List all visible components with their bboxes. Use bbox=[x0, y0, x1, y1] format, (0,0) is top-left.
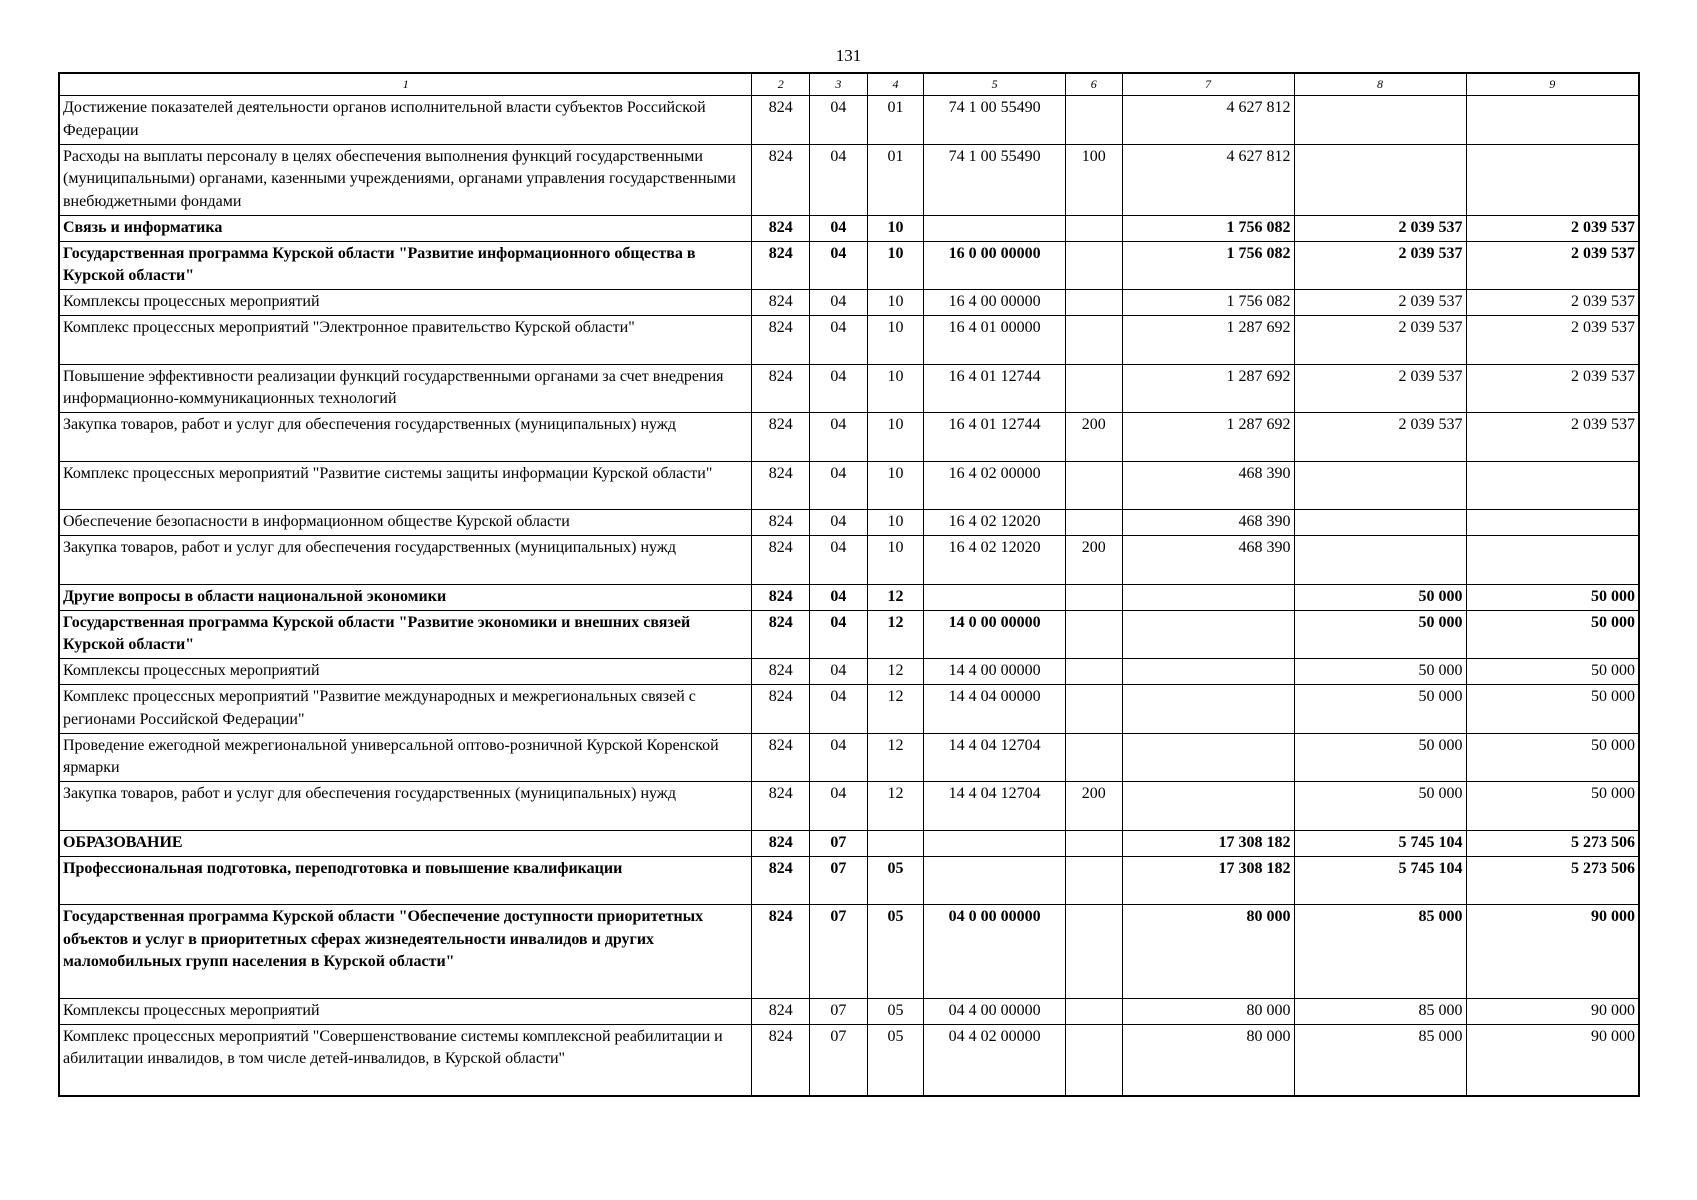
target-article-cell bbox=[924, 856, 1066, 905]
target-article-cell: 04 0 00 00000 bbox=[924, 905, 1066, 999]
subsection-code-cell: 10 bbox=[867, 215, 924, 241]
row-name-cell: Связь и информатика bbox=[59, 215, 752, 241]
table-row bbox=[59, 659, 1639, 685]
section-code-cell: 04 bbox=[810, 241, 868, 290]
amount-year-3-cell: 90 000 bbox=[1466, 905, 1639, 999]
section-code-cell: 04 bbox=[810, 510, 868, 536]
amount-year-2-cell bbox=[1294, 144, 1466, 215]
subsection-code-cell bbox=[867, 830, 924, 856]
amount-year-2-cell: 50 000 bbox=[1294, 685, 1466, 734]
table-row bbox=[59, 830, 1639, 856]
expense-type-cell bbox=[1065, 96, 1122, 145]
ministry-code-cell: 824 bbox=[752, 659, 810, 685]
section-code-cell: 04 bbox=[810, 733, 868, 782]
row-name-cell: Комплекс процессных мероприятий "Развитие международных и межрегиональных связей с регионами Российской Федерации" bbox=[59, 685, 752, 734]
target-article-cell: 14 4 04 12704 bbox=[924, 782, 1066, 831]
amount-year-2-cell bbox=[1294, 510, 1466, 536]
ministry-code-cell: 824 bbox=[752, 290, 810, 316]
subsection-code-cell: 01 bbox=[867, 96, 924, 145]
amount-year-1-cell: 1 756 082 bbox=[1122, 215, 1294, 241]
amount-year-2-cell: 85 000 bbox=[1294, 998, 1466, 1024]
amount-year-3-cell bbox=[1466, 510, 1639, 536]
ministry-code-cell: 824 bbox=[752, 905, 810, 999]
subsection-code-cell: 12 bbox=[867, 782, 924, 831]
table-row bbox=[59, 610, 1639, 659]
ministry-code-cell: 824 bbox=[752, 144, 810, 215]
row-name-cell: ОБРАЗОВАНИЕ bbox=[59, 830, 752, 856]
amount-year-1-cell: 80 000 bbox=[1122, 998, 1294, 1024]
target-article-cell: 16 4 01 12744 bbox=[924, 364, 1066, 413]
target-article-cell bbox=[924, 830, 1066, 856]
target-article-cell: 14 4 04 00000 bbox=[924, 685, 1066, 734]
target-article-cell: 14 0 00 00000 bbox=[924, 610, 1066, 659]
row-name-cell: Государственная программа Курской области "Развитие экономики и внешних связей Курской области" bbox=[59, 610, 752, 659]
ministry-code-cell: 824 bbox=[752, 364, 810, 413]
subsection-code-cell: 10 bbox=[867, 290, 924, 316]
amount-year-2-cell bbox=[1294, 96, 1466, 145]
row-name-cell: Проведение ежегодной межрегиональной универсальной оптово-розничной Курской Коренской ярмарки bbox=[59, 733, 752, 782]
expense-type-cell bbox=[1065, 584, 1122, 610]
section-code-cell: 04 bbox=[810, 584, 868, 610]
amount-year-1-cell: 1 287 692 bbox=[1122, 413, 1294, 462]
subsection-code-cell: 10 bbox=[867, 241, 924, 290]
subsection-code-cell: 10 bbox=[867, 316, 924, 365]
column-number-header-row bbox=[59, 73, 1639, 96]
expense-type-cell bbox=[1065, 1024, 1122, 1096]
amount-year-3-cell: 90 000 bbox=[1466, 1024, 1639, 1096]
expense-type-cell: 200 bbox=[1065, 782, 1122, 831]
table-row bbox=[59, 364, 1639, 413]
table-row bbox=[59, 510, 1639, 536]
ministry-code-cell: 824 bbox=[752, 510, 810, 536]
column-header: 1 bbox=[59, 73, 752, 96]
amount-year-3-cell: 5 273 506 bbox=[1466, 830, 1639, 856]
section-code-cell: 04 bbox=[810, 659, 868, 685]
expense-type-cell bbox=[1065, 290, 1122, 316]
subsection-code-cell: 05 bbox=[867, 1024, 924, 1096]
amount-year-1-cell: 468 390 bbox=[1122, 461, 1294, 510]
amount-year-1-cell: 17 308 182 bbox=[1122, 830, 1294, 856]
section-code-cell: 07 bbox=[810, 856, 868, 905]
row-name-cell: Повышение эффективности реализации функций государственными органами за счет внедрения информационно-коммуникационных технологий bbox=[59, 364, 752, 413]
expense-type-cell bbox=[1065, 830, 1122, 856]
ministry-code-cell: 824 bbox=[752, 461, 810, 510]
column-header: 4 bbox=[867, 73, 924, 96]
column-header: 9 bbox=[1466, 73, 1639, 96]
row-name-cell: Комплекс процессных мероприятий "Электронное правительство Курской области" bbox=[59, 316, 752, 365]
subsection-code-cell: 10 bbox=[867, 364, 924, 413]
expense-type-cell bbox=[1065, 510, 1122, 536]
amount-year-3-cell bbox=[1466, 536, 1639, 585]
target-article-cell: 16 4 02 00000 bbox=[924, 461, 1066, 510]
target-article-cell: 04 4 00 00000 bbox=[924, 998, 1066, 1024]
table-row bbox=[59, 461, 1639, 510]
column-header: 3 bbox=[810, 73, 868, 96]
amount-year-1-cell bbox=[1122, 733, 1294, 782]
expense-type-cell bbox=[1065, 733, 1122, 782]
section-code-cell: 04 bbox=[810, 461, 868, 510]
expense-type-cell: 100 bbox=[1065, 144, 1122, 215]
expense-type-cell bbox=[1065, 856, 1122, 905]
subsection-code-cell: 12 bbox=[867, 685, 924, 734]
row-name-cell: Комплексы процессных мероприятий bbox=[59, 998, 752, 1024]
amount-year-1-cell bbox=[1122, 610, 1294, 659]
amount-year-2-cell: 2 039 537 bbox=[1294, 290, 1466, 316]
expense-type-cell bbox=[1065, 998, 1122, 1024]
subsection-code-cell: 05 bbox=[867, 905, 924, 999]
amount-year-1-cell: 468 390 bbox=[1122, 536, 1294, 585]
table-row bbox=[59, 998, 1639, 1024]
expense-type-cell bbox=[1065, 685, 1122, 734]
subsection-code-cell: 12 bbox=[867, 610, 924, 659]
subsection-code-cell: 10 bbox=[867, 461, 924, 510]
section-code-cell: 04 bbox=[810, 413, 868, 462]
ministry-code-cell: 824 bbox=[752, 998, 810, 1024]
row-name-cell: Комплексы процессных мероприятий bbox=[59, 659, 752, 685]
column-header: 6 bbox=[1065, 73, 1122, 96]
table-row bbox=[59, 782, 1639, 831]
table-row bbox=[59, 905, 1639, 999]
ministry-code-cell: 824 bbox=[752, 782, 810, 831]
ministry-code-cell: 824 bbox=[752, 733, 810, 782]
amount-year-2-cell: 50 000 bbox=[1294, 733, 1466, 782]
ministry-code-cell: 824 bbox=[752, 856, 810, 905]
amount-year-1-cell: 1 287 692 bbox=[1122, 364, 1294, 413]
table-row bbox=[59, 96, 1639, 145]
section-code-cell: 04 bbox=[810, 364, 868, 413]
expense-type-cell bbox=[1065, 316, 1122, 365]
amount-year-2-cell: 2 039 537 bbox=[1294, 413, 1466, 462]
amount-year-3-cell: 50 000 bbox=[1466, 782, 1639, 831]
row-name-cell: Закупка товаров, работ и услуг для обеспечения государственных (муниципальных) нужд bbox=[59, 413, 752, 462]
amount-year-1-cell: 4 627 812 bbox=[1122, 96, 1294, 145]
subsection-code-cell: 01 bbox=[867, 144, 924, 215]
amount-year-3-cell bbox=[1466, 144, 1639, 215]
ministry-code-cell: 824 bbox=[752, 610, 810, 659]
target-article-cell: 16 4 02 12020 bbox=[924, 510, 1066, 536]
target-article-cell: 16 4 01 00000 bbox=[924, 316, 1066, 365]
target-article-cell bbox=[924, 584, 1066, 610]
section-code-cell: 04 bbox=[810, 536, 868, 585]
ministry-code-cell: 824 bbox=[752, 413, 810, 462]
target-article-cell: 74 1 00 55490 bbox=[924, 96, 1066, 145]
amount-year-3-cell: 50 000 bbox=[1466, 610, 1639, 659]
ministry-code-cell: 824 bbox=[752, 215, 810, 241]
table-row bbox=[59, 241, 1639, 290]
amount-year-2-cell: 2 039 537 bbox=[1294, 364, 1466, 413]
expense-type-cell bbox=[1065, 461, 1122, 510]
ministry-code-cell: 824 bbox=[752, 685, 810, 734]
amount-year-3-cell: 50 000 bbox=[1466, 685, 1639, 734]
table-row bbox=[59, 290, 1639, 316]
expense-type-cell: 200 bbox=[1065, 413, 1122, 462]
subsection-code-cell: 10 bbox=[867, 413, 924, 462]
target-article-cell: 16 4 02 12020 bbox=[924, 536, 1066, 585]
amount-year-1-cell: 80 000 bbox=[1122, 1024, 1294, 1096]
amount-year-1-cell: 468 390 bbox=[1122, 510, 1294, 536]
row-name-cell: Комплекс процессных мероприятий "Развитие системы защиты информации Курской области" bbox=[59, 461, 752, 510]
amount-year-3-cell: 50 000 bbox=[1466, 733, 1639, 782]
amount-year-2-cell: 50 000 bbox=[1294, 782, 1466, 831]
row-name-cell: Государственная программа Курской области "Обеспечение доступности приоритетных объектов и услуг в приоритетных сферах жизнедеятельности инвалидов и других маломобильных групп населения в Курской области" bbox=[59, 905, 752, 999]
amount-year-3-cell: 50 000 bbox=[1466, 659, 1639, 685]
expense-type-cell bbox=[1065, 610, 1122, 659]
amount-year-3-cell: 2 039 537 bbox=[1466, 316, 1639, 365]
amount-year-1-cell bbox=[1122, 782, 1294, 831]
subsection-code-cell: 10 bbox=[867, 510, 924, 536]
row-name-cell: Обеспечение безопасности в информационном обществе Курской области bbox=[59, 510, 752, 536]
ministry-code-cell: 824 bbox=[752, 1024, 810, 1096]
target-article-cell: 74 1 00 55490 bbox=[924, 144, 1066, 215]
section-code-cell: 07 bbox=[810, 830, 868, 856]
amount-year-3-cell: 2 039 537 bbox=[1466, 413, 1639, 462]
subsection-code-cell: 12 bbox=[867, 659, 924, 685]
section-code-cell: 04 bbox=[810, 316, 868, 365]
amount-year-3-cell bbox=[1466, 461, 1639, 510]
amount-year-2-cell: 85 000 bbox=[1294, 1024, 1466, 1096]
expense-type-cell bbox=[1065, 241, 1122, 290]
section-code-cell: 07 bbox=[810, 1024, 868, 1096]
page-number: 131 bbox=[835, 46, 862, 65]
amount-year-2-cell: 2 039 537 bbox=[1294, 215, 1466, 241]
section-code-cell: 04 bbox=[810, 290, 868, 316]
amount-year-3-cell: 2 039 537 bbox=[1466, 290, 1639, 316]
table-row bbox=[59, 685, 1639, 734]
amount-year-1-cell: 80 000 bbox=[1122, 905, 1294, 999]
target-article-cell: 14 4 00 00000 bbox=[924, 659, 1066, 685]
expense-type-cell bbox=[1065, 905, 1122, 999]
table-row bbox=[59, 316, 1639, 365]
target-article-cell: 04 4 02 00000 bbox=[924, 1024, 1066, 1096]
amount-year-3-cell: 2 039 537 bbox=[1466, 215, 1639, 241]
row-name-cell: Комплекс процессных мероприятий "Совершенствование системы комплексной реабилитации и абилитации инвалидов, в том числе детей-инвалидов, в Курской области" bbox=[59, 1024, 752, 1096]
expense-type-cell bbox=[1065, 659, 1122, 685]
ministry-code-cell: 824 bbox=[752, 584, 810, 610]
target-article-cell: 14 4 04 12704 bbox=[924, 733, 1066, 782]
ministry-code-cell: 824 bbox=[752, 536, 810, 585]
row-name-cell: Закупка товаров, работ и услуг для обеспечения государственных (муниципальных) нужд bbox=[59, 782, 752, 831]
row-name-cell: Комплексы процессных мероприятий bbox=[59, 290, 752, 316]
subsection-code-cell: 12 bbox=[867, 584, 924, 610]
amount-year-3-cell: 2 039 537 bbox=[1466, 364, 1639, 413]
amount-year-3-cell: 50 000 bbox=[1466, 584, 1639, 610]
ministry-code-cell: 824 bbox=[752, 830, 810, 856]
subsection-code-cell: 10 bbox=[867, 536, 924, 585]
section-code-cell: 07 bbox=[810, 998, 868, 1024]
section-code-cell: 04 bbox=[810, 215, 868, 241]
row-name-cell: Достижение показателей деятельности органов исполнительной власти субъектов Российской Федерации bbox=[59, 96, 752, 145]
expense-type-cell bbox=[1065, 364, 1122, 413]
expense-type-cell: 200 bbox=[1065, 536, 1122, 585]
table-row bbox=[59, 215, 1639, 241]
table-row bbox=[59, 413, 1639, 462]
budget-table bbox=[58, 72, 1640, 1097]
row-name-cell: Другие вопросы в области национальной экономики bbox=[59, 584, 752, 610]
amount-year-1-cell: 1 756 082 bbox=[1122, 290, 1294, 316]
expense-type-cell bbox=[1065, 215, 1122, 241]
amount-year-3-cell: 90 000 bbox=[1466, 998, 1639, 1024]
table-row bbox=[59, 144, 1639, 215]
amount-year-1-cell bbox=[1122, 685, 1294, 734]
section-code-cell: 04 bbox=[810, 685, 868, 734]
ministry-code-cell: 824 bbox=[752, 96, 810, 145]
row-name-cell: Расходы на выплаты персоналу в целях обеспечения выполнения функций государственными (муниципальными) органами, казенными учреждениями, органами управления государственными внебюджетными фондами bbox=[59, 144, 752, 215]
amount-year-2-cell: 2 039 537 bbox=[1294, 316, 1466, 365]
amount-year-1-cell: 17 308 182 bbox=[1122, 856, 1294, 905]
section-code-cell: 07 bbox=[810, 905, 868, 999]
column-header: 8 bbox=[1294, 73, 1466, 96]
amount-year-1-cell: 4 627 812 bbox=[1122, 144, 1294, 215]
ministry-code-cell: 824 bbox=[752, 241, 810, 290]
section-code-cell: 04 bbox=[810, 96, 868, 145]
amount-year-3-cell bbox=[1466, 96, 1639, 145]
amount-year-1-cell bbox=[1122, 659, 1294, 685]
amount-year-2-cell: 2 039 537 bbox=[1294, 241, 1466, 290]
target-article-cell: 16 4 01 12744 bbox=[924, 413, 1066, 462]
amount-year-2-cell: 50 000 bbox=[1294, 610, 1466, 659]
row-name-cell: Профессиональная подготовка, переподготовка и повышение квалификации bbox=[59, 856, 752, 905]
target-article-cell bbox=[924, 215, 1066, 241]
target-article-cell: 16 4 00 00000 bbox=[924, 290, 1066, 316]
column-header: 2 bbox=[752, 73, 810, 96]
ministry-code-cell: 824 bbox=[752, 316, 810, 365]
table-row bbox=[59, 856, 1639, 905]
column-header: 7 bbox=[1122, 73, 1294, 96]
table-body bbox=[59, 96, 1639, 1096]
column-header: 5 bbox=[924, 73, 1066, 96]
table-row bbox=[59, 584, 1639, 610]
amount-year-1-cell: 1 756 082 bbox=[1122, 241, 1294, 290]
table-row bbox=[59, 733, 1639, 782]
amount-year-3-cell: 2 039 537 bbox=[1466, 241, 1639, 290]
amount-year-2-cell: 50 000 bbox=[1294, 584, 1466, 610]
row-name-cell: Закупка товаров, работ и услуг для обеспечения государственных (муниципальных) нужд bbox=[59, 536, 752, 585]
amount-year-1-cell: 1 287 692 bbox=[1122, 316, 1294, 365]
row-name-cell: Государственная программа Курской области "Развитие информационного общества в Курской области" bbox=[59, 241, 752, 290]
section-code-cell: 04 bbox=[810, 144, 868, 215]
amount-year-2-cell bbox=[1294, 536, 1466, 585]
amount-year-2-cell: 5 745 104 bbox=[1294, 856, 1466, 905]
table-row bbox=[59, 536, 1639, 585]
target-article-cell: 16 0 00 00000 bbox=[924, 241, 1066, 290]
section-code-cell: 04 bbox=[810, 782, 868, 831]
subsection-code-cell: 05 bbox=[867, 856, 924, 905]
amount-year-2-cell: 85 000 bbox=[1294, 905, 1466, 999]
amount-year-1-cell bbox=[1122, 584, 1294, 610]
subsection-code-cell: 12 bbox=[867, 733, 924, 782]
amount-year-2-cell bbox=[1294, 461, 1466, 510]
table-row bbox=[59, 1024, 1639, 1096]
subsection-code-cell: 05 bbox=[867, 998, 924, 1024]
amount-year-3-cell: 5 273 506 bbox=[1466, 856, 1639, 905]
amount-year-2-cell: 5 745 104 bbox=[1294, 830, 1466, 856]
amount-year-2-cell: 50 000 bbox=[1294, 659, 1466, 685]
section-code-cell: 04 bbox=[810, 610, 868, 659]
